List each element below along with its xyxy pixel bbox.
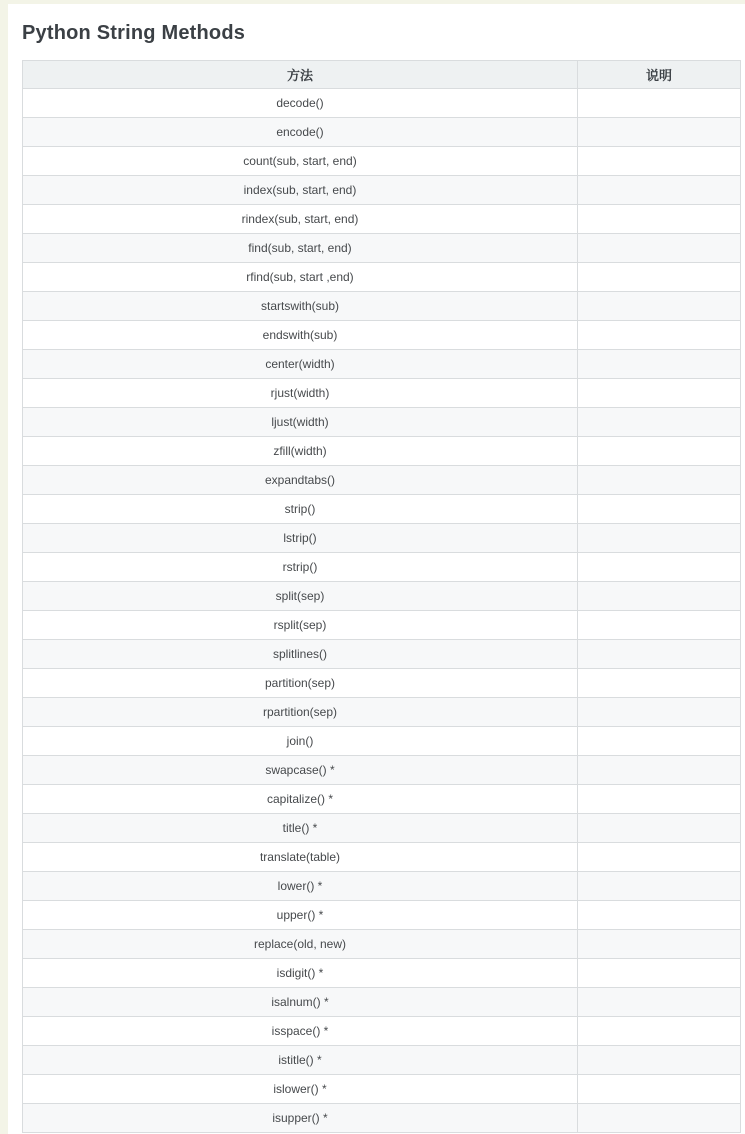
table-row bbox=[23, 1104, 741, 1133]
description-cell bbox=[578, 466, 741, 495]
column-header-description: 说明 bbox=[578, 61, 741, 89]
table-row bbox=[23, 350, 741, 379]
table-row bbox=[23, 611, 741, 640]
table-row bbox=[23, 640, 741, 669]
description-cell bbox=[578, 669, 741, 698]
description-cell bbox=[578, 147, 741, 176]
description-cell bbox=[578, 1075, 741, 1104]
page-title: Python String Methods bbox=[22, 22, 246, 44]
description-cell bbox=[578, 495, 741, 524]
table-row bbox=[23, 1017, 741, 1046]
description-cell bbox=[578, 640, 741, 669]
description-cell bbox=[578, 872, 741, 901]
method-cell: translate(table) bbox=[23, 843, 578, 872]
method-cell: islower() * bbox=[23, 1075, 578, 1104]
method-cell: strip() bbox=[23, 495, 578, 524]
method-cell: replace(old, new) bbox=[23, 930, 578, 959]
method-cell: center(width) bbox=[23, 350, 578, 379]
description-cell bbox=[578, 524, 741, 553]
description-cell bbox=[578, 611, 741, 640]
table-row bbox=[23, 553, 741, 582]
description-cell bbox=[578, 553, 741, 582]
method-cell: encode() bbox=[23, 118, 578, 147]
description-cell bbox=[578, 959, 741, 988]
method-cell: istitle() * bbox=[23, 1046, 578, 1075]
description-cell bbox=[578, 756, 741, 785]
method-cell: partition(sep) bbox=[23, 669, 578, 698]
description-cell bbox=[578, 843, 741, 872]
description-cell bbox=[578, 930, 741, 959]
method-cell: join() bbox=[23, 727, 578, 756]
table-row bbox=[23, 843, 741, 872]
description-cell bbox=[578, 698, 741, 727]
method-cell: splitlines() bbox=[23, 640, 578, 669]
table-row bbox=[23, 959, 741, 988]
method-cell: ljust(width) bbox=[23, 408, 578, 437]
description-cell bbox=[578, 350, 741, 379]
table-row bbox=[23, 1075, 741, 1104]
method-cell: count(sub, start, end) bbox=[23, 147, 578, 176]
method-cell: rfind(sub, start ,end) bbox=[23, 263, 578, 292]
description-cell bbox=[578, 118, 741, 147]
table-header-row bbox=[23, 61, 741, 89]
table-row bbox=[23, 379, 741, 408]
table-row bbox=[23, 814, 741, 843]
description-cell bbox=[578, 1017, 741, 1046]
table-row bbox=[23, 1046, 741, 1075]
method-cell: title() * bbox=[23, 814, 578, 843]
method-cell: rjust(width) bbox=[23, 379, 578, 408]
method-cell: isupper() * bbox=[23, 1104, 578, 1133]
method-cell: expandtabs() bbox=[23, 466, 578, 495]
method-cell: endswith(sub) bbox=[23, 321, 578, 350]
description-cell bbox=[578, 234, 741, 263]
column-header-method: 方法 bbox=[23, 61, 578, 89]
table-row bbox=[23, 205, 741, 234]
method-cell: find(sub, start, end) bbox=[23, 234, 578, 263]
description-cell bbox=[578, 814, 741, 843]
table-row bbox=[23, 756, 741, 785]
table-row bbox=[23, 901, 741, 930]
description-cell bbox=[578, 408, 741, 437]
table-row bbox=[23, 263, 741, 292]
description-cell bbox=[578, 785, 741, 814]
method-cell: isdigit() * bbox=[23, 959, 578, 988]
table-row bbox=[23, 785, 741, 814]
table-row bbox=[23, 988, 741, 1017]
table-row bbox=[23, 118, 741, 147]
table-row bbox=[23, 495, 741, 524]
methods-table bbox=[22, 60, 741, 1133]
table-row bbox=[23, 872, 741, 901]
table-row bbox=[23, 669, 741, 698]
method-cell: zfill(width) bbox=[23, 437, 578, 466]
method-cell: rsplit(sep) bbox=[23, 611, 578, 640]
description-cell bbox=[578, 89, 741, 118]
table-row bbox=[23, 234, 741, 263]
description-cell bbox=[578, 1104, 741, 1133]
table-row bbox=[23, 930, 741, 959]
table-row bbox=[23, 437, 741, 466]
method-cell: swapcase() * bbox=[23, 756, 578, 785]
description-cell bbox=[578, 582, 741, 611]
table-row bbox=[23, 698, 741, 727]
table-row bbox=[23, 147, 741, 176]
description-cell bbox=[578, 437, 741, 466]
method-cell: rpartition(sep) bbox=[23, 698, 578, 727]
table-row bbox=[23, 727, 741, 756]
method-cell: index(sub, start, end) bbox=[23, 176, 578, 205]
method-cell: rindex(sub, start, end) bbox=[23, 205, 578, 234]
method-cell: decode() bbox=[23, 89, 578, 118]
description-cell bbox=[578, 988, 741, 1017]
description-cell bbox=[578, 292, 741, 321]
table-row bbox=[23, 176, 741, 205]
description-cell bbox=[578, 1046, 741, 1075]
description-cell bbox=[578, 727, 741, 756]
table-row bbox=[23, 408, 741, 437]
description-cell bbox=[578, 176, 741, 205]
method-cell: capitalize() * bbox=[23, 785, 578, 814]
description-cell bbox=[578, 379, 741, 408]
description-cell bbox=[578, 901, 741, 930]
method-cell: isalnum() * bbox=[23, 988, 578, 1017]
table-row bbox=[23, 321, 741, 350]
description-cell bbox=[578, 263, 741, 292]
method-cell: upper() * bbox=[23, 901, 578, 930]
table-row bbox=[23, 524, 741, 553]
method-cell: lower() * bbox=[23, 872, 578, 901]
table-row bbox=[23, 582, 741, 611]
table-row bbox=[23, 466, 741, 495]
description-cell bbox=[578, 321, 741, 350]
table-row bbox=[23, 89, 741, 118]
method-cell: startswith(sub) bbox=[23, 292, 578, 321]
table-row bbox=[23, 292, 741, 321]
description-cell bbox=[578, 205, 741, 234]
method-cell: lstrip() bbox=[23, 524, 578, 553]
method-cell: split(sep) bbox=[23, 582, 578, 611]
method-cell: rstrip() bbox=[23, 553, 578, 582]
method-cell: isspace() * bbox=[23, 1017, 578, 1046]
